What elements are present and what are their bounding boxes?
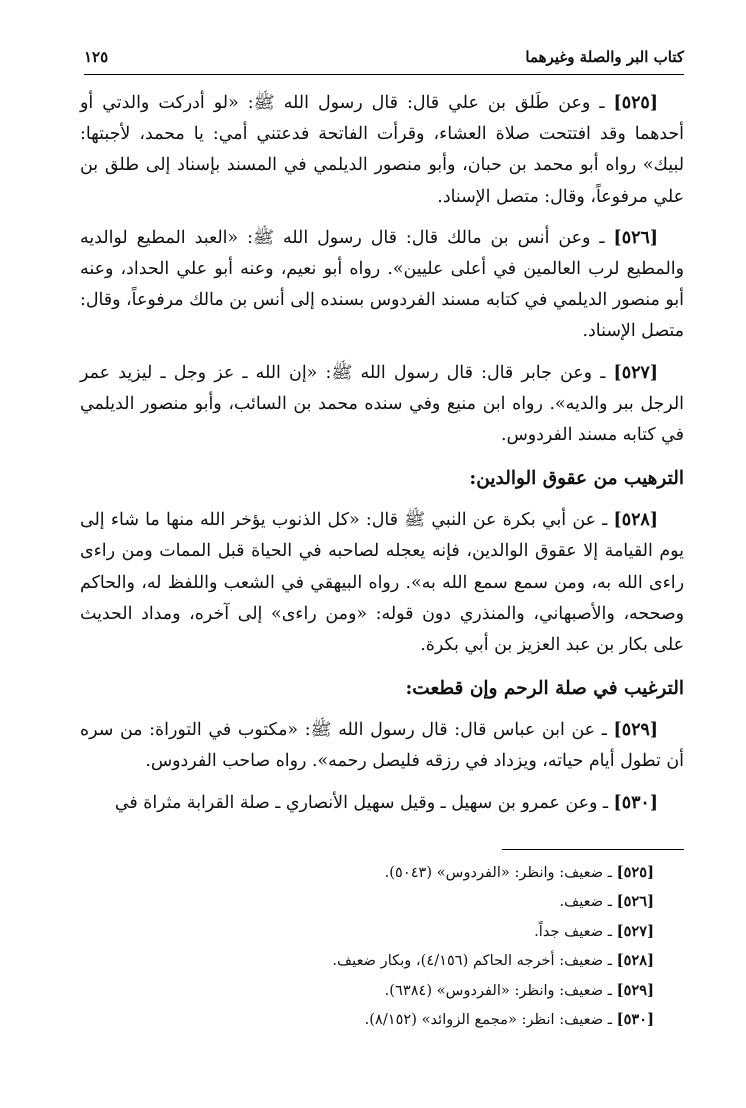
hadith-number: [٥٢٦] <box>613 227 658 248</box>
footnote-text: ـ ضعيف. <box>559 893 617 911</box>
footnotes <box>80 858 654 1034</box>
section-heading-kinship: الترغيب في صلة الرحم وإن قطعت: <box>405 678 684 700</box>
footnote-text: ـ ضعيف جداً. <box>534 922 617 940</box>
hadith-number: [٥٢٧] <box>613 362 658 383</box>
main-text <box>80 88 684 829</box>
hadith-number: [٥٢٨] <box>613 510 658 531</box>
hadith-528 <box>80 505 684 661</box>
hadith-text: ـ عن أبي بكرة عن النبي ﷺ قال: «كل الذنوب يؤخر الله منها ما شاء إلى يوم القيامة إلا عقوق الوالدين، فإنه يعجله لصاحبه في الحياة قبل الممات ومن راءى راءى الله به، ومن سمع سمع الله به». رواه البيهقي في الشعب واللفظ له، والحاكم وصححه، والأصبهاني، والمنذري دون قوله: «ومن راءى» إلى آخره، ومداد الحديث على بكار بن عبد العزيز بن أبي بكرة. <box>80 510 684 656</box>
page-number: ١٢٥ <box>84 48 118 66</box>
footnote-number: [٥٣٠] <box>616 1011 654 1029</box>
footnote-number: [٥٢٨] <box>616 952 654 970</box>
hadith-number: [٥٢٩] <box>613 720 658 741</box>
footnote-text: ـ ضعيف: أخرجه الحاكم (٤/١٥٦)، وبكار ضعيف. <box>332 952 617 970</box>
hadith-530 <box>80 788 684 819</box>
hadith-526 <box>80 223 684 348</box>
footnote-525 <box>80 858 654 887</box>
hadith-text: ـ وعن جابر قال: قال رسول الله ﷺ: «إن الله ـ عز وجل ـ ليزيد عمر الرجل ببر والديه». رواه ابن منيع وفي سنده محمد بن السائب، وأبو منصور الديلمي في كتابه مسند الفردوس. <box>80 362 684 446</box>
footnote-530 <box>80 1005 654 1034</box>
hadith-525 <box>80 88 684 213</box>
hadith-text: ـ عن ابن عباس قال: قال رسول الله ﷺ: «مكتوب في التوراة: من سره أن تطول أيام حياته، ويزداد في رزقه فليصل رحمه». رواه صاحب الفردوس. <box>80 720 684 772</box>
footnote-529 <box>80 976 654 1005</box>
hadith-text: ـ وعن أنس بن مالك قال: قال رسول الله ﷺ: «العبد المطيع لوالديه والمطيع لرب العالمين في أعلى عليين». رواه أبو نعيم، وعنه أبو علي الحداد، وعنه أبو منصور الديلمي في كتابه مسند الفردوس بسنده إلى أنس بن مالك مرفوعاً، وقال: متصل الإسناد. <box>80 227 684 342</box>
footnote-text: ـ ضعيف: وانظر: «الفردوس» (٦٣٨٤). <box>384 981 617 999</box>
hadith-text: ـ وعن عمرو بن سهيل ـ وقيل سهيل الأنصاري ـ صلة القرابة مثراة في <box>114 792 614 813</box>
footnote-number: [٥٢٦] <box>616 893 654 911</box>
footnote-number: [٥٢٩] <box>616 981 654 999</box>
footnote-number: [٥٢٧] <box>616 922 654 940</box>
hadith-text: ـ وعن طَلق بن علي قال: قال رسول الله ﷺ: «لو أدركت والدتي أو أحدهما وقد افتتحت صلاة العشاء، وقرأت الفاتحة فدعتني أمي: يا محمد، لأجبتها: لبيك» رواه أبو محمد بن حبان، وأبو منصور الديلمي في المسند بإسناد إلى طلق بن علي مرفوعاً، وقال: متصل الإسناد. <box>80 93 684 207</box>
footnote-text: ـ ضعيف: انظر: «مجمع الزوائد» (٨/١٥٢). <box>364 1011 617 1029</box>
footnote-528 <box>80 946 654 975</box>
hadith-527 <box>80 358 684 452</box>
footnote-526 <box>80 887 654 916</box>
footnote-527 <box>80 917 654 946</box>
footnote-text: ـ ضعيف: وانظر: «الفردوس» (٥٠٤٣). <box>384 864 617 881</box>
footnote-number: [٥٢٥] <box>616 864 654 881</box>
running-title: كتاب البر والصلة وغيرهما <box>515 48 684 66</box>
section-heading-parents: الترهيب من عقوق الوالدين: <box>469 468 684 490</box>
hadith-number: [٥٢٥] <box>613 93 658 113</box>
hadith-529 <box>80 715 684 777</box>
page-header <box>84 48 684 75</box>
footnote-separator <box>502 849 684 850</box>
hadith-number: [٥٣٠] <box>613 792 658 813</box>
